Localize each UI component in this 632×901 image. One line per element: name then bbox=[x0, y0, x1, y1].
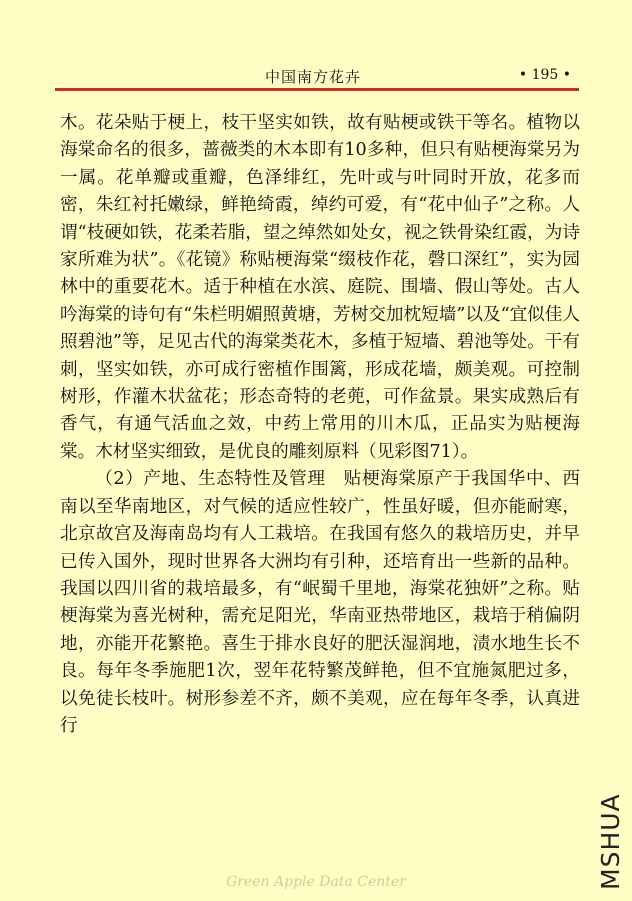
running-header bbox=[60, 66, 575, 88]
paragraph-1: 木。花朵贴于梗上，枝干坚实如铁，故有贴梗或铁干等名。植物以海棠命名的很多，蔷薇类的木本即有10多种，但只有贴梗海棠另为一属。花单瓣或重瓣，色泽绯红，先叶或与叶同时开放，花多而密，朱红衬托嫩绿，鲜艳绮霞，绰约可爱，有“花中仙子”之称。人谓“枝硬如铁，花柔若脂，望之绰然如处女，视之铁骨染红霞，为诗家所难为状”。《花镜》称贴梗海棠“缀枝作花，磬口深红”，实为园林中的重要花木。适于种植在水滨、庭院、围墙、假山等处。古人吟海棠的诗句有“朱栏明媚照黄塘，芳树交加枕短墙”以及“宜似佳人照碧池”等，足见古代的海棠类花木，多植于短墙、碧池等处。干有刺，坚实如铁，亦可成行密植作围篱，形成花墙，颇美观。可控制树形，作灌木状盆花；形态奇特的老蔸，可作盆景。果实成熟后有香气，有通气活血之效，中药上常用的川木瓜，正品实为贴梗海棠。木材坚实细致，是优良的雕刻原料（见彩图71）。 bbox=[60, 113, 580, 462]
book-title: 中国南方花卉 bbox=[265, 68, 362, 86]
page-number: • 195 • bbox=[518, 67, 571, 83]
header-rule bbox=[55, 88, 579, 91]
paragraph-2: （2）产地、生态特性及管理 贴梗海棠原产于我国华中、西南以至华南地区，对气候的适应性较广，性虽好暖，但亦能耐寒，北京故宫及海南岛均有人工栽培。在我国有悠久的栽培历史，并早已传入国外，现时世界各大洲均有引种，还培育出一些新的品种。我国以四川省的栽培最多，有“岷蜀千里地，海棠花独妍”之称。贴梗海棠为喜光树种，需充足阳光，华南亚热带地区，栽培于稍偏阴地，亦能开花繁艳。喜生于排水良好的肥沃湿润地，渍水地生长不良。每年冬季施肥1次，翌年花特繁茂鲜艳，但不宜施氮肥过多，以免徒长枝叶。树形参差不齐，颇不美观，应在每年冬季，认真进行 bbox=[60, 469, 580, 736]
watermark: Green Apple Data Center bbox=[226, 874, 406, 890]
body-text bbox=[60, 110, 580, 740]
side-stamp: MSHUA bbox=[596, 793, 625, 890]
